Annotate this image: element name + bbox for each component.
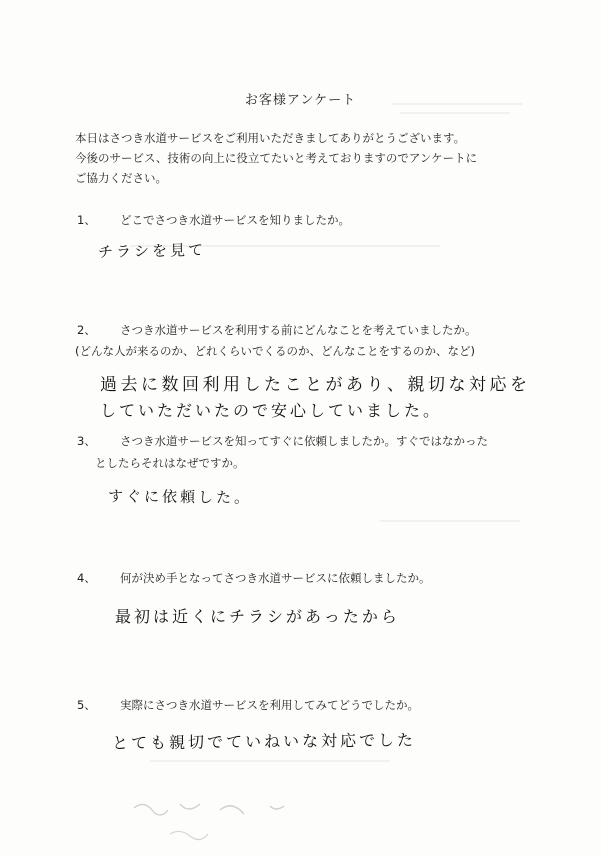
question-number: 5、: [77, 698, 96, 712]
question-text: 何が決め手となってさつき水道サービスに依頼しましたか。: [120, 571, 431, 585]
survey-title: お客様アンケート: [244, 93, 357, 108]
intro-line: ご協力ください。: [75, 171, 167, 185]
handwritten-answer: 最初は近くにチラシがあったから: [115, 607, 400, 626]
question-text: どこでさつき水道サービスを知りましたか。: [120, 213, 350, 227]
handwritten-answer: チラシを見て: [97, 240, 207, 262]
question-text: さつき水道サービスを知ってすぐに依頼しましたか。すぐではなかった: [120, 434, 488, 448]
bleed-through-scribble: [130, 790, 330, 845]
intro-line: 今後のサービス、技術の向上に役立てたいと考えておりますのでアンケートに: [75, 151, 478, 165]
bleed-through-line: [150, 760, 390, 762]
bleed-through-line: [380, 520, 520, 522]
question-number: 4、: [77, 571, 96, 585]
handwritten-answer: すぐに依頼した。: [107, 487, 253, 507]
question-text: さつき水道サービスを利用する前にどんなことを考えていましたか。: [120, 323, 477, 337]
question-text: 実際にさつき水道サービスを利用してみてどうでしたか。: [120, 698, 419, 712]
question-text: (どんな人が来るのか、どれくらいでくるのか、どんなことをするのか、など): [75, 344, 475, 358]
question-number: 1、: [77, 213, 96, 227]
handwritten-answer: 過去に数回利用したことがあり、親切な対応を: [100, 375, 531, 395]
intro-line: 本日はさつき水道サービスをご利用いただきましてありがとうございます。: [75, 131, 466, 145]
handwritten-answer: していただいたので安心していました。: [100, 401, 443, 420]
bleed-through-line: [400, 112, 510, 114]
question-number: 3、: [77, 434, 96, 448]
handwritten-answer: とても親切でていねいな対応でした: [111, 730, 417, 753]
question-text: としたらそれはなぜですか。: [95, 456, 245, 470]
question-number: 2、: [77, 323, 96, 337]
